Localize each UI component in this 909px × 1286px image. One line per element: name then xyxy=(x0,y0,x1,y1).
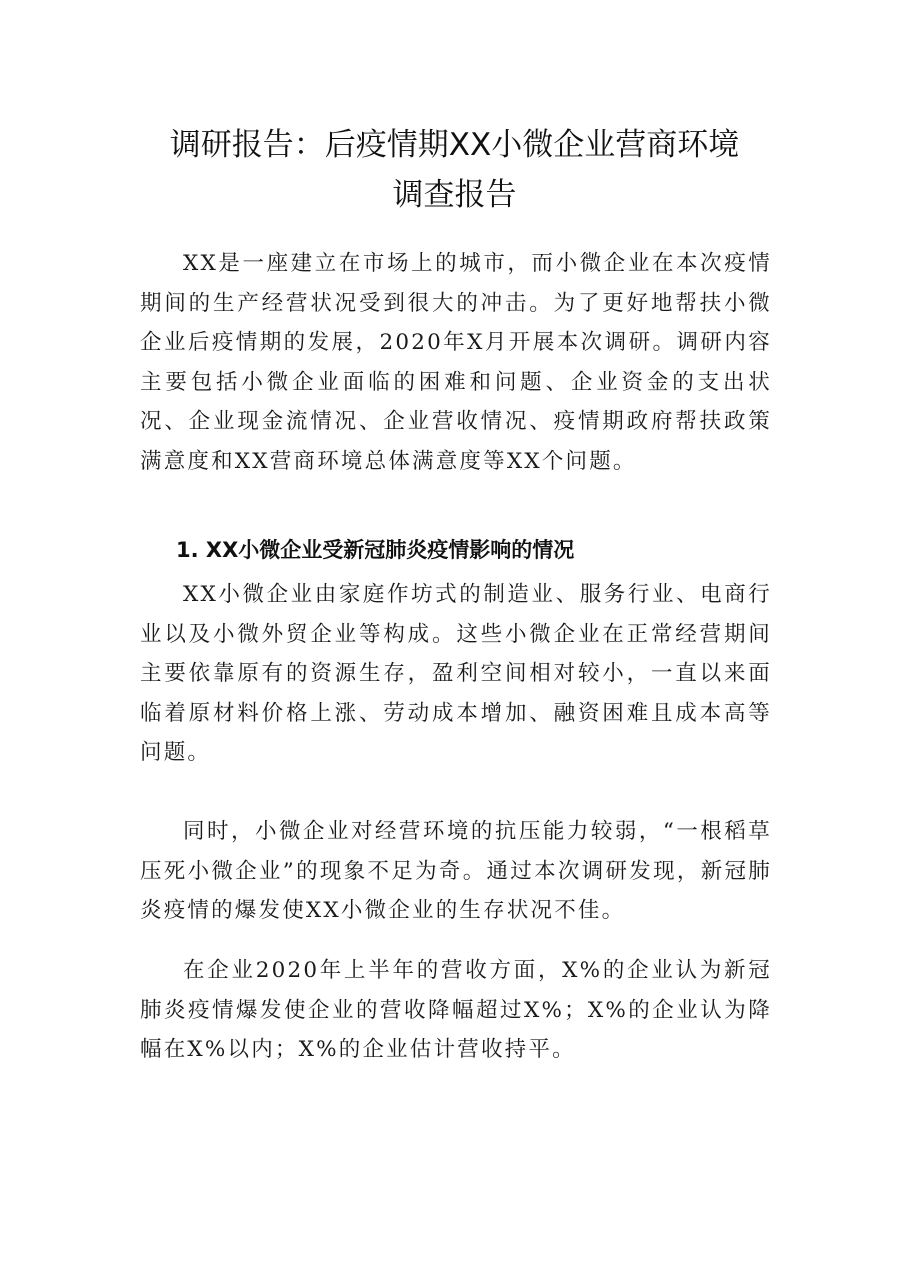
intro-paragraph: XX是一座建立在市场上的城市，而小微企业在本次疫情期间的生产经营状况受到很大的冲击。为了更好地帮扶小微企业后疫情期的发展，2020年X月开展本次调研。调研内容主要包括小微企业面临的困难和问题、企业资金的支出状况、企业现金流情况、企业营收情况、疫情期政府帮扶政策满意度和XX营商环境总体满意度等XX个问题。 xyxy=(140,251,772,474)
document-title-line-2: 调查报告 xyxy=(392,177,517,213)
document-title-line-1: 调研报告：后疫情期XX小微企业营商环境 xyxy=(169,127,740,163)
section1-paragraph-1: XX小微企业由家庭作坊式的制造业、服务行业、电商行业以及小微外贸企业等构成。这些小微企业在正常经营期间主要依靠原有的资源生存，盈利空间相对较小，一直以来面临着原材料价格上涨、劳动成本增加、融资困难且成本高等问题。 xyxy=(140,582,772,766)
section1-paragraph-2: 同时，小微企业对经营环境的抗压能力较弱，“一根稻草压死小微企业”的现象不足为奇。通过本次调研发现，新冠肺炎疫情的爆发使XX小微企业的生存状况不佳。 xyxy=(140,819,772,924)
section1-paragraph-3: 在企业2020年上半年的营收方面，X%的企业认为新冠肺炎疫情爆发使企业的营收降幅超过X%；X%的企业认为降幅在X%以内；X%的企业估计营收持平。 xyxy=(140,958,772,1063)
section-heading-1: 1. XX小微企业受新冠肺炎疫情影响的情况 xyxy=(176,538,575,562)
